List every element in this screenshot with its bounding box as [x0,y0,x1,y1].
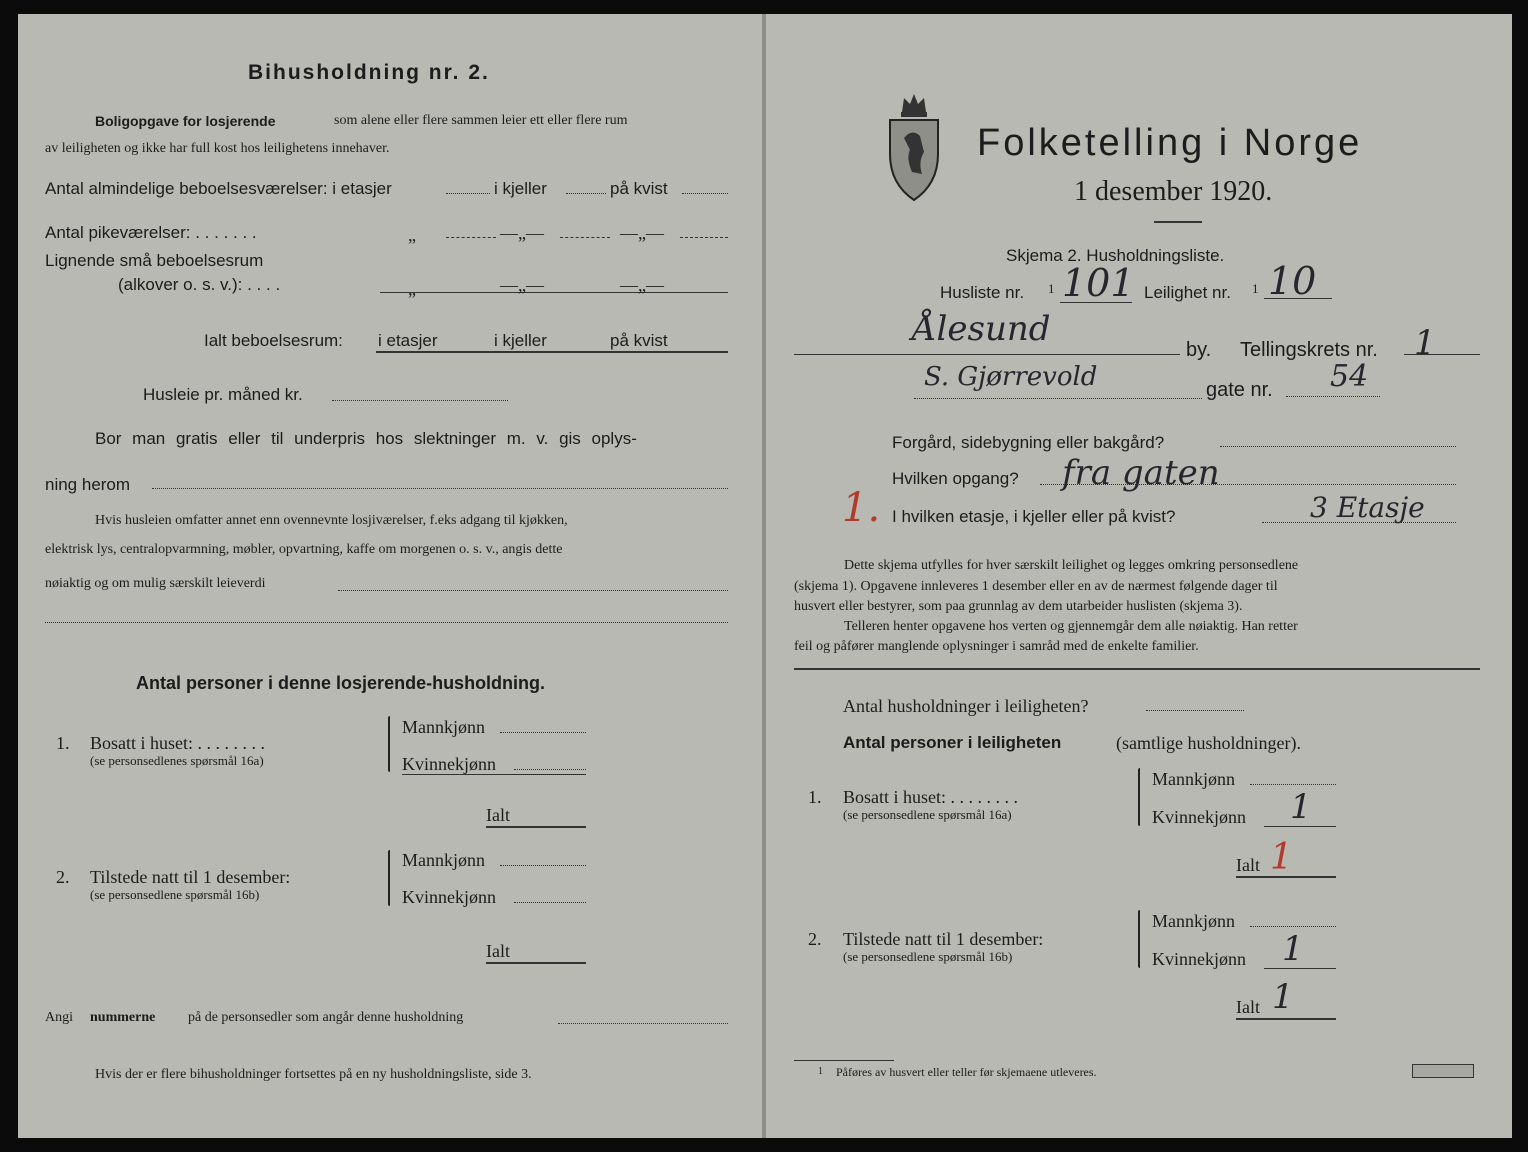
city-value: Ålesund [912,309,1051,349]
r-q2-total: Ialt [1236,997,1260,1017]
persons-heading: Antal personer i denne losjerende-husholdning. [136,673,546,693]
gate-line [1286,396,1380,397]
footnote-text: Påføres av husvert eller teller før skjemaene utleveres. [836,1065,1097,1079]
q2-number: 2. [56,867,70,887]
total-cellar: i kjeller [494,331,547,350]
etasje-value: 3 Etasje [1310,491,1425,524]
ditto-mark: —„— [500,275,544,295]
note-answer-line [338,590,728,591]
r-q2-male: Mannkjønn [1152,911,1235,931]
q2-total: Ialt [486,941,510,961]
r-q1-total-value: 1 [1270,837,1293,878]
rooms-floors-line [446,193,490,194]
opgang-label: Hvilken opgang? [892,469,1019,488]
r-q1-female: Kvinnekjønn [1152,807,1246,827]
q1-female-line [514,769,586,770]
rooms-cellar: i kjeller [494,179,547,198]
numbers-line [558,1023,728,1024]
q2-total-line [486,962,586,964]
alcoves-label: (alkover o. s. v.): . . . . [118,275,281,294]
husliste-value: 101 [1062,261,1135,305]
footnote-ref: 1 [1252,281,1259,296]
krets-label: Tellingskrets nr. [1240,339,1378,361]
r-q1-sub: (se personsedlene spørsmål 16a) [843,807,1012,822]
leilighet-value: 10 [1268,259,1317,303]
schema-label: Skjema 2. Husholdningsliste. [1006,246,1225,265]
rooms-attic-line [682,193,728,194]
free-answer-line [152,488,728,489]
q2-male-line [500,865,586,866]
total-rooms-label: Ialt beboelsesrum: [204,331,343,350]
r-q1-male-line [1250,784,1336,785]
households-line [1146,710,1244,711]
instructions-line4: Telleren henter opgavene hos verten og gjennemgår dem alle nøiaktig. Han retter [844,619,1298,634]
maid-line-3 [680,237,728,238]
rooms-attic: på kvist [610,179,668,198]
r-q1-total: Ialt [1236,855,1260,875]
rent-label: Husleie pr. måned kr. [143,385,303,404]
q2-brace [388,850,390,906]
etasje-label: I hvilken etasje, i kjeller eller på kvist? [892,507,1176,526]
q1-male-line [500,732,586,733]
r-q2-brace [1138,910,1140,968]
forgard-label: Forgård, sidebygning eller bakgård? [892,433,1165,452]
r-q2-female-value: 1 [1282,929,1304,969]
instructions-line2: (skjema 1). Opgavene innleveres 1 desember eller en av de nærmest følgende dager til [794,579,1278,594]
q1-sum-line [402,774,586,775]
numbers-bold: nummerne [90,1010,156,1025]
footnote-number: 1 [818,1066,823,1077]
krets-value: 1 [1414,323,1436,363]
total-in-floors: i etasjer [378,331,438,350]
note-line2: elektrisk lys, centralopvarmning, møbler, opvartning, kaffe om morgenen o. s. v., angis dette [45,542,563,557]
left-title: Bihusholdning nr. 2. [248,61,490,84]
ditto-mark: —„— [620,223,664,243]
r-q1-female-value: 1 [1290,787,1312,827]
husliste-label: Husliste nr. [940,283,1025,302]
note-line3: nøiaktig og om mulig særskilt leieverdi [45,576,266,591]
r-q2-total-value: 1 [1272,977,1294,1017]
coat-of-arms-icon [884,92,944,204]
q2-male: Mannkjønn [402,850,485,870]
numbers-pre: Angi [45,1010,73,1025]
opgang-value: fra gaten [1062,453,1220,493]
street-value: S. Gjørrevold [924,362,1098,392]
q2-female-line [514,902,586,903]
rooms-label: Antal almindelige beboelsesværelser: i etasjer [45,179,392,198]
households-question: Antal husholdninger i leiligheten? [843,696,1089,716]
continue-note: Hvis der er flere bihusholdninger fortsettes på en ny husholdningsliste, side 3. [95,1067,532,1082]
maid-line-2 [560,237,610,238]
footnote-rule [794,1060,894,1061]
numbers-rest: på de personsedler som angår denne husholdning [188,1010,464,1025]
r-q2-sub: (se personsedlene spørsmål 16b) [843,949,1013,964]
ditto-mark: „ [408,225,416,245]
section-rule [794,668,1480,670]
maid-line-1 [446,237,496,238]
instructions-line1: Dette skjema utfylles for hver særskilt leilighet og legges omkring personsedlene [844,558,1299,573]
q1-total: Ialt [486,805,510,825]
r-q1-brace [1138,768,1140,826]
free-question-line2: ning herom [45,475,131,494]
ditto-mark: —„— [620,275,664,295]
persons-heading: Antal personer i leiligheten [843,733,1062,752]
ditto-mark: „ [408,279,416,299]
similar-rooms-label: Lignende små beboelsesrum [45,251,264,270]
q1-sub: (se personsedlenes spørsmål 16a) [90,753,264,768]
note-answer-line2 [45,622,728,623]
intro-line2: av leiligheten og ikke har full kost hos leilighetens innehaver. [45,141,390,156]
instructions-line5: feil og påfører manglende oplysninger i samråd med de enkelte familier. [794,639,1199,654]
form-title: Folketelling i Norge [977,122,1363,164]
note-line1: Hvis husleien omfatter annet enn ovennevnte losjiværelser, f.eks adgang til kjøkken, [95,513,568,528]
footnote-ref: 1 [1048,281,1055,296]
q1-number: 1. [56,733,70,753]
q1-brace [388,716,390,772]
city-line [794,354,1180,355]
etasje-mark: 1. [842,485,881,531]
q1-female: Kvinnekjønn [402,754,496,774]
persons-heading-rest: (samtlige husholdninger). [1116,733,1301,753]
r-q1-number: 1. [808,787,822,807]
q2-label: Tilstede natt til 1 desember: [90,867,291,887]
maid-rooms-label: Antal pikeværelser: . . . . . . . [45,223,257,242]
q1-total-line [486,826,586,828]
r-q1-label: Bosatt i huset: . . . . . . . . [843,787,1018,807]
q2-female: Kvinnekjønn [402,887,496,907]
q1-male: Mannkjønn [402,717,485,737]
forgard-line [1220,446,1456,447]
date-rule [1154,221,1202,223]
r-q1-male: Mannkjønn [1152,769,1235,789]
rooms-cellar-line [566,193,606,194]
gate-label: gate nr. [1206,379,1273,401]
alcoves-line [380,292,728,293]
instructions-line3: husvert eller bestyrer, som paa grunnlag av dem utarbeider huslisten (skjema 3). [794,599,1243,614]
r-q2-number: 2. [808,929,822,949]
intro-bold: Boligopgave for losjerende [95,113,276,129]
total-attic: på kvist [610,331,668,350]
intro-rest: som alene eller flere sammen leier ett eller flere rum [334,113,628,128]
free-question-line1: Bor man gratis eller til underpris hos slektninger m. v. gis oplys- [95,429,637,448]
q1-label: Bosatt i huset: . . . . . . . . [90,733,265,753]
ditto-mark: —„— [500,223,544,243]
leilighet-label: Leilighet nr. [1144,283,1231,302]
printer-stamp [1412,1064,1474,1078]
gate-value: 54 [1330,359,1369,394]
r-q2-total-line [1236,1018,1336,1020]
total-rooms-line [376,351,728,353]
r-q2-label: Tilstede natt til 1 desember: [843,929,1044,949]
street-line [914,398,1202,399]
by-label: by. [1186,339,1212,361]
form-date: 1 desember 1920. [1074,176,1273,207]
r-q2-male-line [1250,926,1336,927]
r-q2-female: Kvinnekjønn [1152,949,1246,969]
rent-line [332,400,508,401]
q2-sub: (se personsedlene spørsmål 16b) [90,887,260,902]
